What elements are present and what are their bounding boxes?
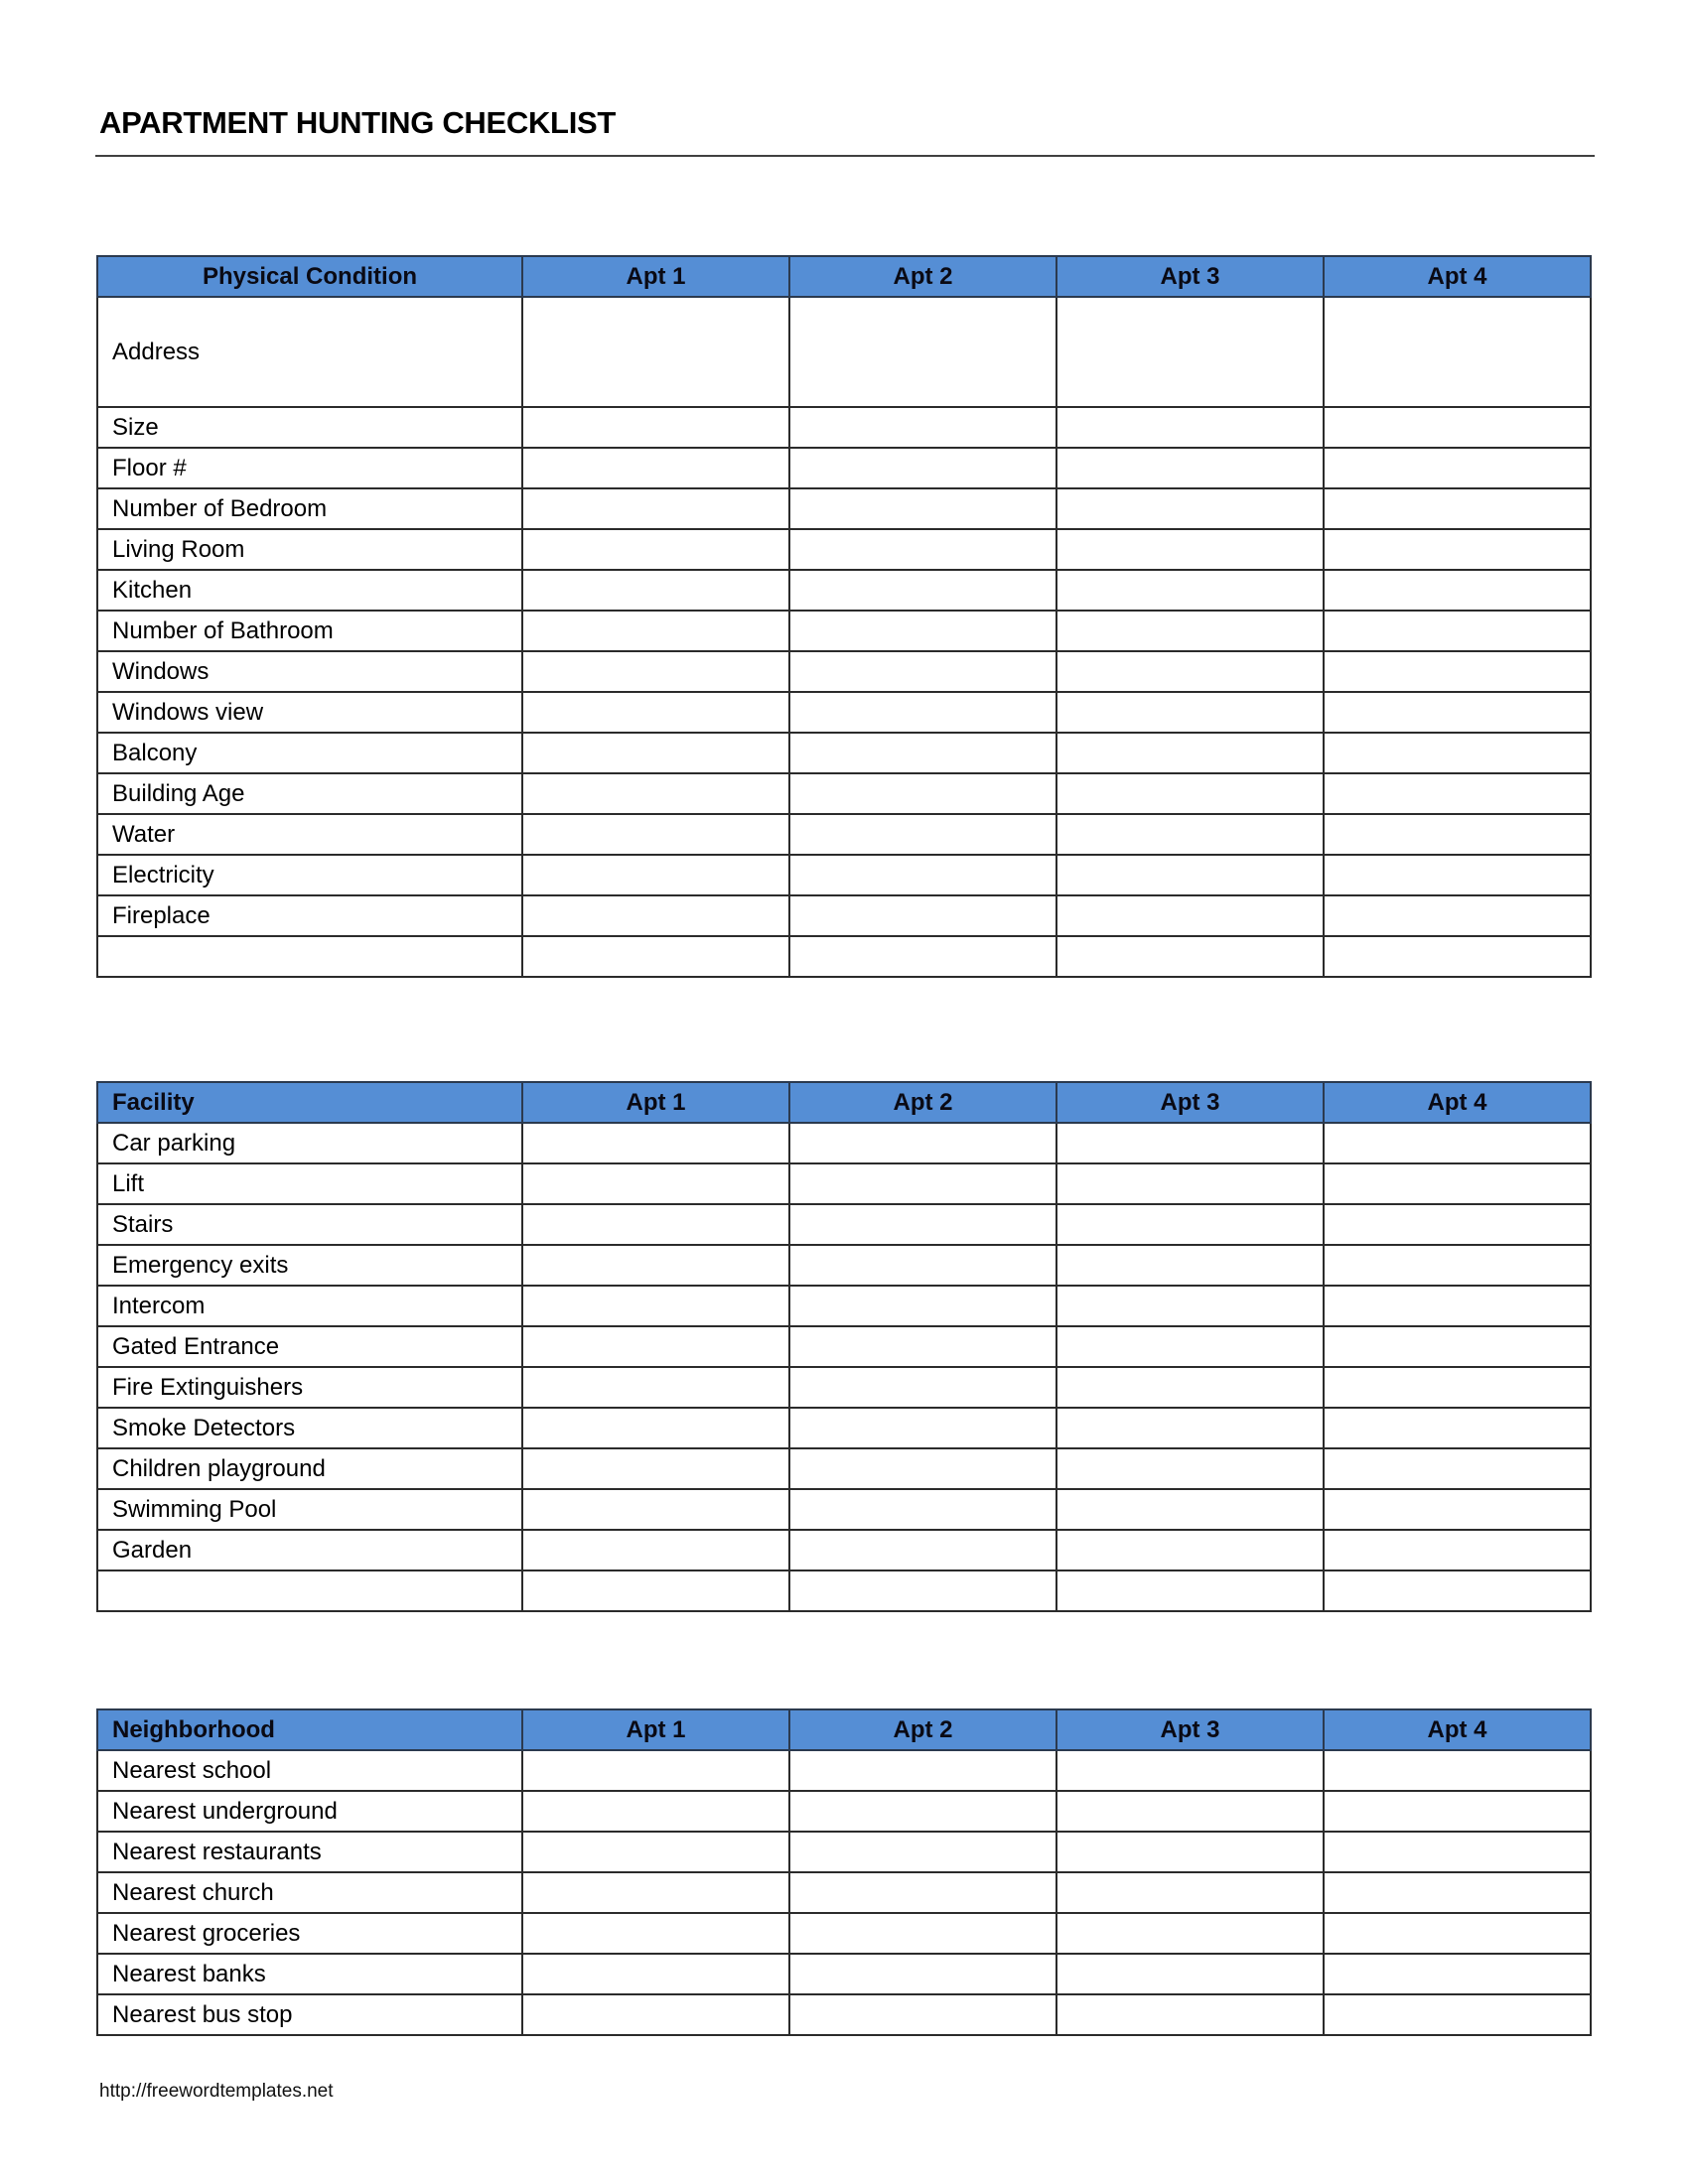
title-divider bbox=[95, 155, 1595, 157]
apt-3-cell[interactable] bbox=[1056, 1489, 1324, 1530]
row-label: Swimming Pool bbox=[97, 1489, 522, 1530]
apt-2-cell[interactable] bbox=[789, 1570, 1056, 1611]
column-header-apt-1: Apt 1 bbox=[522, 1709, 789, 1750]
apt-3-cell[interactable] bbox=[1056, 448, 1324, 488]
table-row bbox=[97, 611, 1591, 651]
apt-3-cell[interactable] bbox=[1056, 1530, 1324, 1570]
apt-2-cell[interactable] bbox=[789, 936, 1056, 977]
table-body bbox=[97, 1750, 1591, 2035]
apt-2-cell[interactable] bbox=[789, 651, 1056, 692]
table-header-row bbox=[97, 1082, 1591, 1123]
row-label: Fireplace bbox=[97, 895, 522, 936]
apt-1-cell[interactable] bbox=[522, 570, 789, 611]
apt-2-cell[interactable] bbox=[789, 1872, 1056, 1913]
apt-3-cell[interactable] bbox=[1056, 1750, 1324, 1791]
apt-1-cell[interactable] bbox=[522, 448, 789, 488]
apt-3-cell[interactable] bbox=[1056, 1832, 1324, 1872]
apt-4-cell[interactable] bbox=[1324, 570, 1591, 611]
row-label: Number of Bedroom bbox=[97, 488, 522, 529]
apt-1-cell[interactable] bbox=[522, 1245, 789, 1286]
row-label: Water bbox=[97, 814, 522, 855]
apt-1-cell[interactable] bbox=[522, 1489, 789, 1530]
apt-4-cell[interactable] bbox=[1324, 1448, 1591, 1489]
apt-3-cell[interactable] bbox=[1056, 1163, 1324, 1204]
apt-4-cell[interactable] bbox=[1324, 1204, 1591, 1245]
table-row bbox=[97, 1954, 1591, 1994]
column-header-apt-4: Apt 4 bbox=[1324, 256, 1591, 297]
table-row bbox=[97, 1408, 1591, 1448]
apt-2-cell[interactable] bbox=[789, 297, 1056, 407]
page-title: APARTMENT HUNTING CHECKLIST bbox=[99, 105, 617, 140]
table-row bbox=[97, 1367, 1591, 1408]
apt-4-cell[interactable] bbox=[1324, 1750, 1591, 1791]
apt-1-cell[interactable] bbox=[522, 651, 789, 692]
row-label: Fire Extinguishers bbox=[97, 1367, 522, 1408]
apt-4-cell[interactable] bbox=[1324, 936, 1591, 977]
apt-4-cell[interactable] bbox=[1324, 1245, 1591, 1286]
table-body bbox=[97, 297, 1591, 977]
table-row bbox=[97, 651, 1591, 692]
table-row bbox=[97, 1832, 1591, 1872]
column-header-apt-1: Apt 1 bbox=[522, 1082, 789, 1123]
table-row bbox=[97, 529, 1591, 570]
row-label: Living Room bbox=[97, 529, 522, 570]
apt-4-cell[interactable] bbox=[1324, 1570, 1591, 1611]
table-row bbox=[97, 1750, 1591, 1791]
apt-2-cell[interactable] bbox=[789, 1489, 1056, 1530]
apt-2-cell[interactable] bbox=[789, 1286, 1056, 1326]
apt-1-cell[interactable] bbox=[522, 488, 789, 529]
apt-1-cell[interactable] bbox=[522, 814, 789, 855]
apt-2-cell[interactable] bbox=[789, 1245, 1056, 1286]
row-label: Gated Entrance bbox=[97, 1326, 522, 1367]
apt-1-cell[interactable] bbox=[522, 1954, 789, 1994]
apt-3-cell[interactable] bbox=[1056, 1872, 1324, 1913]
column-header-apt-4: Apt 4 bbox=[1324, 1082, 1591, 1123]
row-label: Garden bbox=[97, 1530, 522, 1570]
apt-4-cell[interactable] bbox=[1324, 1286, 1591, 1326]
apt-1-cell[interactable] bbox=[522, 855, 789, 895]
row-label: Nearest church bbox=[97, 1872, 522, 1913]
footer-url[interactable]: http://freewordtemplates.net bbox=[99, 2081, 334, 2102]
apt-4-cell[interactable] bbox=[1324, 773, 1591, 814]
apt-1-cell[interactable] bbox=[522, 895, 789, 936]
apt-4-cell[interactable] bbox=[1324, 651, 1591, 692]
apt-3-cell[interactable] bbox=[1056, 1954, 1324, 1994]
table-row bbox=[97, 1994, 1591, 2035]
table-row bbox=[97, 488, 1591, 529]
apt-2-cell[interactable] bbox=[789, 1750, 1056, 1791]
apt-1-cell[interactable] bbox=[522, 529, 789, 570]
column-header-apt-4: Apt 4 bbox=[1324, 1709, 1591, 1750]
apt-1-cell[interactable] bbox=[522, 1530, 789, 1570]
apt-3-cell[interactable] bbox=[1056, 651, 1324, 692]
apt-3-cell[interactable] bbox=[1056, 297, 1324, 407]
apt-3-cell[interactable] bbox=[1056, 1913, 1324, 1954]
table-row bbox=[97, 692, 1591, 733]
table-row bbox=[97, 407, 1591, 448]
column-header-apt-3: Apt 3 bbox=[1056, 1709, 1324, 1750]
column-header-apt-3: Apt 3 bbox=[1056, 1082, 1324, 1123]
row-label: Floor # bbox=[97, 448, 522, 488]
table-row bbox=[97, 1163, 1591, 1204]
apt-3-cell[interactable] bbox=[1056, 611, 1324, 651]
apt-3-cell[interactable] bbox=[1056, 1408, 1324, 1448]
apt-4-cell[interactable] bbox=[1324, 692, 1591, 733]
apt-1-cell[interactable] bbox=[522, 936, 789, 977]
apt-1-cell[interactable] bbox=[522, 1832, 789, 1872]
row-label bbox=[97, 936, 522, 977]
apt-4-cell[interactable] bbox=[1324, 1408, 1591, 1448]
apt-4-cell[interactable] bbox=[1324, 488, 1591, 529]
row-label: Nearest underground bbox=[97, 1791, 522, 1832]
apt-2-cell[interactable] bbox=[789, 1954, 1056, 1994]
apt-1-cell[interactable] bbox=[522, 297, 789, 407]
row-label: Nearest groceries bbox=[97, 1913, 522, 1954]
table-row bbox=[97, 1448, 1591, 1489]
apt-2-cell[interactable] bbox=[789, 855, 1056, 895]
apt-3-cell[interactable] bbox=[1056, 1448, 1324, 1489]
apt-1-cell[interactable] bbox=[522, 1994, 789, 2035]
column-header-apt-1: Apt 1 bbox=[522, 256, 789, 297]
apt-2-cell[interactable] bbox=[789, 1448, 1056, 1489]
apt-2-cell[interactable] bbox=[789, 1123, 1056, 1163]
table-row bbox=[97, 1286, 1591, 1326]
row-label: Size bbox=[97, 407, 522, 448]
apt-2-cell[interactable] bbox=[789, 1832, 1056, 1872]
row-label: Windows bbox=[97, 651, 522, 692]
apt-3-cell[interactable] bbox=[1056, 936, 1324, 977]
apt-2-cell[interactable] bbox=[789, 1408, 1056, 1448]
section-heading: Neighborhood bbox=[97, 1709, 522, 1750]
apt-3-cell[interactable] bbox=[1056, 1367, 1324, 1408]
row-label: Nearest restaurants bbox=[97, 1832, 522, 1872]
apt-3-cell[interactable] bbox=[1056, 692, 1324, 733]
row-label: Intercom bbox=[97, 1286, 522, 1326]
apt-4-cell[interactable] bbox=[1324, 733, 1591, 773]
table-header-row bbox=[97, 256, 1591, 297]
apt-2-cell[interactable] bbox=[789, 1367, 1056, 1408]
apt-4-cell[interactable] bbox=[1324, 1994, 1591, 2035]
apt-3-cell[interactable] bbox=[1056, 895, 1324, 936]
row-label: Electricity bbox=[97, 855, 522, 895]
apt-3-cell[interactable] bbox=[1056, 1570, 1324, 1611]
table-row bbox=[97, 1913, 1591, 1954]
table-row bbox=[97, 1791, 1591, 1832]
column-header-apt-2: Apt 2 bbox=[789, 1709, 1056, 1750]
column-header-apt-2: Apt 2 bbox=[789, 1082, 1056, 1123]
section-heading: Physical Condition bbox=[97, 256, 522, 297]
table-row bbox=[97, 895, 1591, 936]
apt-1-cell[interactable] bbox=[522, 1286, 789, 1326]
table-row bbox=[97, 733, 1591, 773]
apt-1-cell[interactable] bbox=[522, 773, 789, 814]
apt-1-cell[interactable] bbox=[522, 1408, 789, 1448]
apt-2-cell[interactable] bbox=[789, 1530, 1056, 1570]
apt-1-cell[interactable] bbox=[522, 1123, 789, 1163]
apt-2-cell[interactable] bbox=[789, 1326, 1056, 1367]
apt-4-cell[interactable] bbox=[1324, 855, 1591, 895]
apt-3-cell[interactable] bbox=[1056, 1286, 1324, 1326]
apt-3-cell[interactable] bbox=[1056, 855, 1324, 895]
apt-4-cell[interactable] bbox=[1324, 1872, 1591, 1913]
facility-table bbox=[96, 1081, 1592, 1612]
table-row bbox=[97, 814, 1591, 855]
apt-4-cell[interactable] bbox=[1324, 1530, 1591, 1570]
table-row bbox=[97, 1489, 1591, 1530]
row-label: Nearest bus stop bbox=[97, 1994, 522, 2035]
apt-3-cell[interactable] bbox=[1056, 1123, 1324, 1163]
apt-1-cell[interactable] bbox=[522, 1448, 789, 1489]
table-row bbox=[97, 936, 1591, 977]
apt-4-cell[interactable] bbox=[1324, 407, 1591, 448]
apt-1-cell[interactable] bbox=[522, 1367, 789, 1408]
apt-2-cell[interactable] bbox=[789, 895, 1056, 936]
row-label: Children playground bbox=[97, 1448, 522, 1489]
row-label: Kitchen bbox=[97, 570, 522, 611]
apt-3-cell[interactable] bbox=[1056, 529, 1324, 570]
apt-4-cell[interactable] bbox=[1324, 895, 1591, 936]
apt-2-cell[interactable] bbox=[789, 733, 1056, 773]
row-label: Smoke Detectors bbox=[97, 1408, 522, 1448]
apt-4-cell[interactable] bbox=[1324, 1913, 1591, 1954]
table-row bbox=[97, 1872, 1591, 1913]
neighborhood-table bbox=[96, 1708, 1592, 2036]
section-heading: Facility bbox=[97, 1082, 522, 1123]
row-label: Car parking bbox=[97, 1123, 522, 1163]
apt-3-cell[interactable] bbox=[1056, 814, 1324, 855]
apt-1-cell[interactable] bbox=[522, 407, 789, 448]
physical-condition-table bbox=[96, 255, 1592, 978]
apt-4-cell[interactable] bbox=[1324, 1954, 1591, 1994]
table-header-row bbox=[97, 1709, 1591, 1750]
table-row bbox=[97, 448, 1591, 488]
apt-2-cell[interactable] bbox=[789, 1994, 1056, 2035]
table-row bbox=[97, 297, 1591, 407]
apt-2-cell[interactable] bbox=[789, 488, 1056, 529]
apt-4-cell[interactable] bbox=[1324, 1367, 1591, 1408]
apt-3-cell[interactable] bbox=[1056, 407, 1324, 448]
apt-3-cell[interactable] bbox=[1056, 488, 1324, 529]
apt-2-cell[interactable] bbox=[789, 1913, 1056, 1954]
apt-2-cell[interactable] bbox=[789, 1204, 1056, 1245]
apt-2-cell[interactable] bbox=[789, 570, 1056, 611]
apt-1-cell[interactable] bbox=[522, 1204, 789, 1245]
apt-1-cell[interactable] bbox=[522, 1326, 789, 1367]
apt-2-cell[interactable] bbox=[789, 773, 1056, 814]
table-row bbox=[97, 855, 1591, 895]
apt-4-cell[interactable] bbox=[1324, 529, 1591, 570]
apt-2-cell[interactable] bbox=[789, 407, 1056, 448]
row-label: Balcony bbox=[97, 733, 522, 773]
apt-4-cell[interactable] bbox=[1324, 297, 1591, 407]
row-label: Nearest school bbox=[97, 1750, 522, 1791]
apt-4-cell[interactable] bbox=[1324, 1326, 1591, 1367]
table-row bbox=[97, 1204, 1591, 1245]
apt-4-cell[interactable] bbox=[1324, 448, 1591, 488]
apt-4-cell[interactable] bbox=[1324, 1123, 1591, 1163]
column-header-apt-3: Apt 3 bbox=[1056, 256, 1324, 297]
apt-3-cell[interactable] bbox=[1056, 570, 1324, 611]
apt-1-cell[interactable] bbox=[522, 692, 789, 733]
column-header-apt-2: Apt 2 bbox=[789, 256, 1056, 297]
apt-4-cell[interactable] bbox=[1324, 814, 1591, 855]
apt-1-cell[interactable] bbox=[522, 1913, 789, 1954]
row-label: Windows view bbox=[97, 692, 522, 733]
table-row bbox=[97, 1570, 1591, 1611]
apt-4-cell[interactable] bbox=[1324, 1489, 1591, 1530]
apt-3-cell[interactable] bbox=[1056, 1791, 1324, 1832]
row-label: Building Age bbox=[97, 773, 522, 814]
apt-1-cell[interactable] bbox=[522, 1163, 789, 1204]
apt-1-cell[interactable] bbox=[522, 611, 789, 651]
row-label: Number of Bathroom bbox=[97, 611, 522, 651]
table-row bbox=[97, 1245, 1591, 1286]
apt-3-cell[interactable] bbox=[1056, 1204, 1324, 1245]
row-label: Stairs bbox=[97, 1204, 522, 1245]
table-body bbox=[97, 1123, 1591, 1611]
apt-2-cell[interactable] bbox=[789, 692, 1056, 733]
apt-2-cell[interactable] bbox=[789, 1791, 1056, 1832]
row-label: Address bbox=[97, 297, 522, 407]
table-row bbox=[97, 1530, 1591, 1570]
row-label: Lift bbox=[97, 1163, 522, 1204]
apt-2-cell[interactable] bbox=[789, 448, 1056, 488]
row-label bbox=[97, 1570, 522, 1611]
apt-1-cell[interactable] bbox=[522, 1750, 789, 1791]
row-label: Emergency exits bbox=[97, 1245, 522, 1286]
apt-2-cell[interactable] bbox=[789, 611, 1056, 651]
apt-3-cell[interactable] bbox=[1056, 1326, 1324, 1367]
apt-1-cell[interactable] bbox=[522, 733, 789, 773]
apt-4-cell[interactable] bbox=[1324, 1832, 1591, 1872]
apt-1-cell[interactable] bbox=[522, 1872, 789, 1913]
row-label: Nearest banks bbox=[97, 1954, 522, 1994]
apt-3-cell[interactable] bbox=[1056, 733, 1324, 773]
apt-2-cell[interactable] bbox=[789, 1163, 1056, 1204]
apt-1-cell[interactable] bbox=[522, 1791, 789, 1832]
apt-3-cell[interactable] bbox=[1056, 1994, 1324, 2035]
apt-3-cell[interactable] bbox=[1056, 1245, 1324, 1286]
apt-4-cell[interactable] bbox=[1324, 611, 1591, 651]
table-row bbox=[97, 1123, 1591, 1163]
apt-2-cell[interactable] bbox=[789, 529, 1056, 570]
apt-4-cell[interactable] bbox=[1324, 1791, 1591, 1832]
apt-2-cell[interactable] bbox=[789, 814, 1056, 855]
table-row bbox=[97, 1326, 1591, 1367]
table-row bbox=[97, 570, 1591, 611]
apt-1-cell[interactable] bbox=[522, 1570, 789, 1611]
table-row bbox=[97, 773, 1591, 814]
apt-3-cell[interactable] bbox=[1056, 773, 1324, 814]
apt-4-cell[interactable] bbox=[1324, 1163, 1591, 1204]
